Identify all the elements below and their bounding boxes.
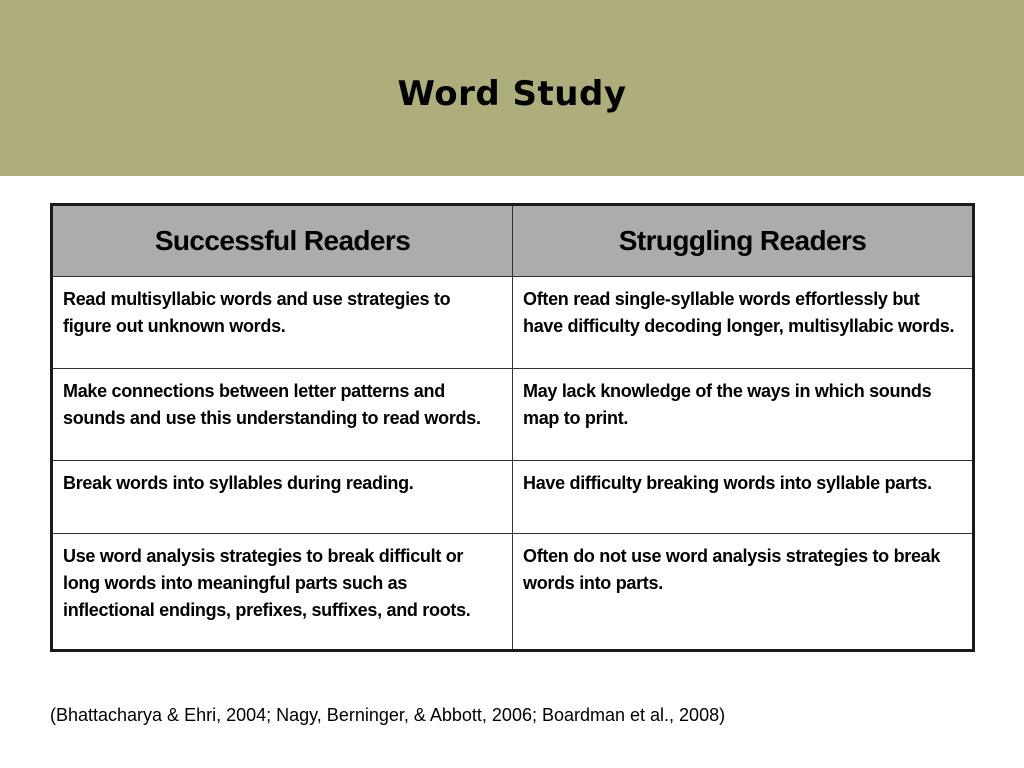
table-row (52, 277, 974, 369)
comparison-table (50, 203, 975, 652)
table-header-row (52, 205, 974, 277)
table-cell-struggling: Often do not use word analysis strategies to break words into parts. (513, 534, 974, 651)
table-row (52, 534, 974, 651)
table-cell-struggling: Have difficulty breaking words into syllable parts. (513, 461, 974, 534)
citation: (Bhattacharya & Ehri, 2004; Nagy, Berninger, & Abbott, 2006; Boardman et al., 2008) (50, 705, 726, 725)
table-cell-struggling: Often read single-syllable words effortlessly but have difficulty decoding longer, multisyllabic words. (513, 277, 974, 369)
table-row (52, 461, 974, 534)
table-cell-struggling: May lack knowledge of the ways in which sounds map to print. (513, 369, 974, 461)
header-struggling-readers: Struggling Readers (513, 205, 974, 277)
table-cell-successful: Read multisyllabic words and use strategies to figure out unknown words. (52, 277, 513, 369)
table-row (52, 369, 974, 461)
table-cell-successful: Break words into syllables during reading. (52, 461, 513, 534)
table-cell-successful: Make connections between letter patterns and sounds and use this understanding to read words. (52, 369, 513, 461)
table-cell-successful: Use word analysis strategies to break difficult or long words into meaningful parts such as inflectional endings, prefixes, suffixes, and roots. (52, 534, 513, 651)
slide-title: Word Study (397, 74, 627, 114)
header-successful-readers: Successful Readers (52, 205, 513, 277)
